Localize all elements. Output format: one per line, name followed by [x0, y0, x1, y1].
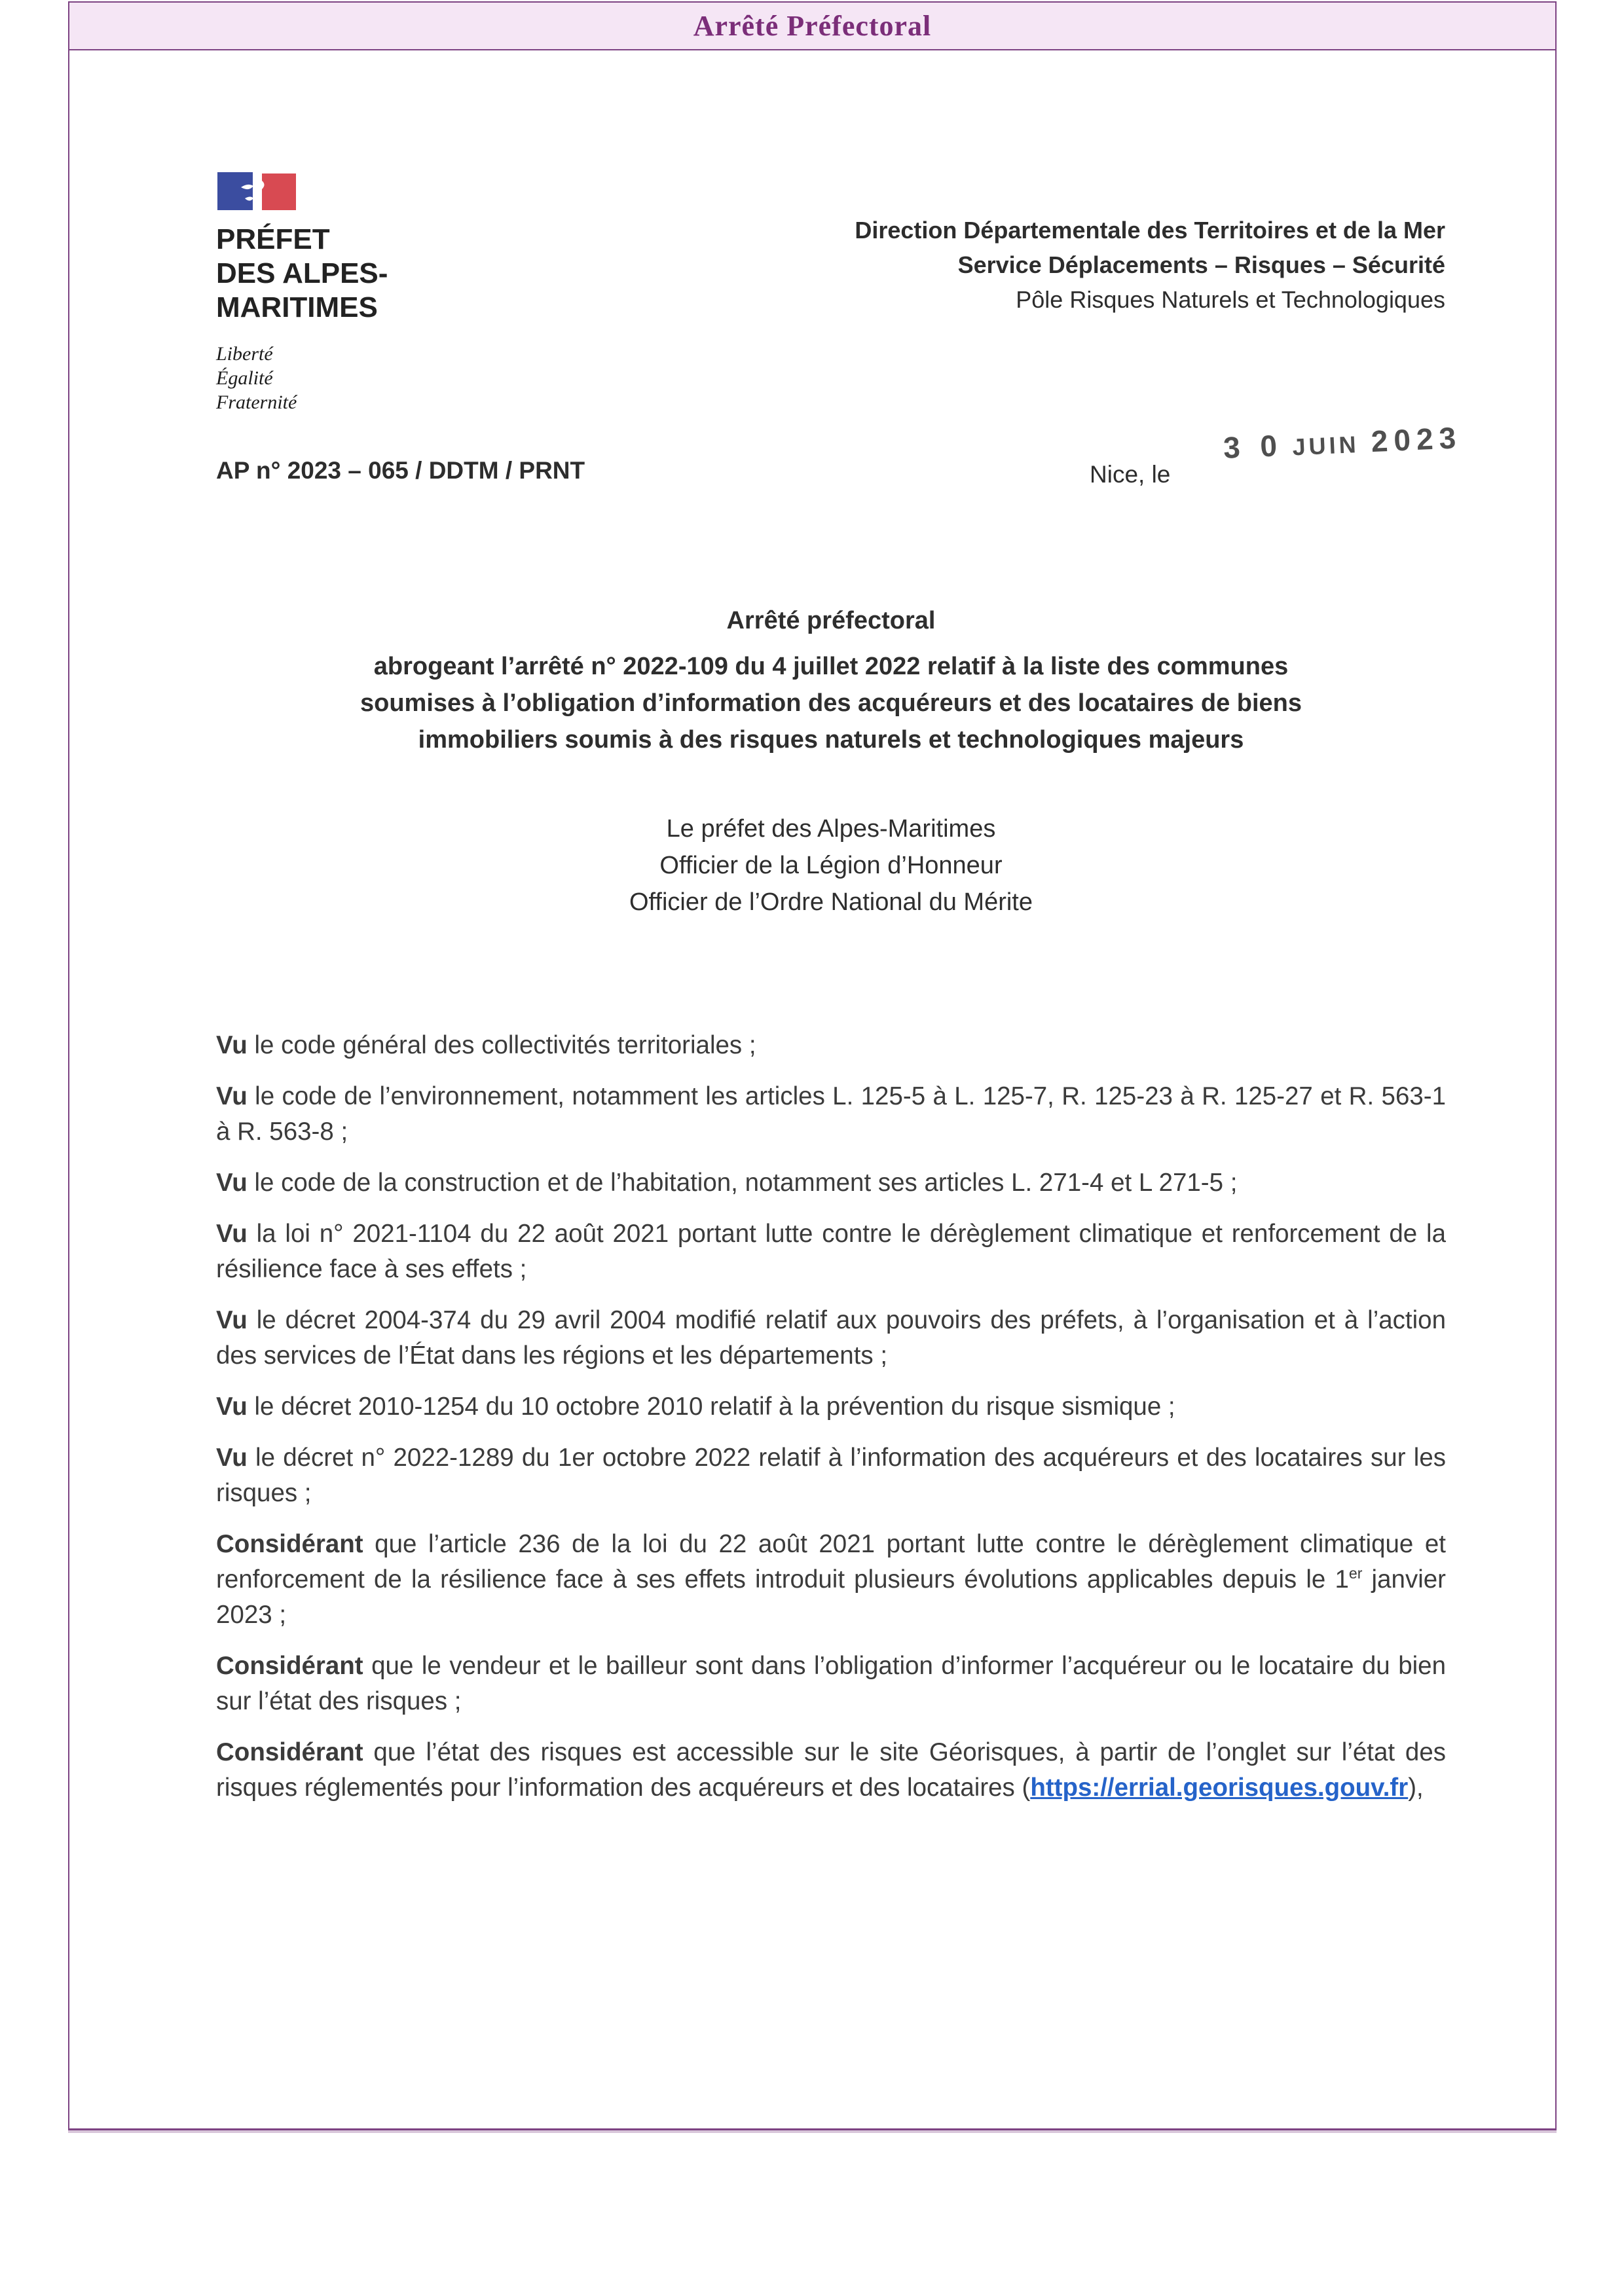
prefet-title-line: PRÉFET: [216, 223, 330, 255]
prefet-title-line: DES ALPES-: [216, 257, 388, 289]
prefet-title: [216, 223, 388, 325]
superscript: er: [1348, 1565, 1363, 1582]
body-paragraph: [216, 1165, 1446, 1201]
paragraph-text: le décret 2004-374 du 29 avril 2004 modifié relatif aux pouvoirs des préfets, à l’organisation et à l’action des services de l’État dans les régions et les départements ;: [216, 1306, 1446, 1370]
decree-title: [216, 602, 1446, 758]
republic-motto: [216, 342, 388, 414]
paragraph-text: la loi n° 2021-1104 du 22 août 2021 portant lutte contre le dérèglement climatique et renforcement de la résilience face à ses effets ;: [216, 1220, 1446, 1283]
body-paragraph: [216, 1303, 1446, 1374]
body-paragraph: [216, 1649, 1446, 1719]
decree-title-line: abrogeant l’arrêté n° 2022-109 du 4 juillet 2022 relatif à la liste des communes: [373, 653, 1289, 680]
document-frame: [68, 1, 1557, 2130]
georisques-link[interactable]: https://errial.georisques.gouv.fr: [1030, 1774, 1409, 1802]
authority-line: Le préfet des Alpes-Maritimes: [666, 815, 996, 843]
paragraph-lead: Considérant: [216, 1652, 363, 1680]
stamp-year: 2023: [1370, 420, 1463, 459]
service-header: [855, 213, 1445, 317]
decree-body: [216, 1028, 1446, 1821]
paragraph-text: le décret 2010-1254 du 10 octobre 2010 relatif à la prévention du risque sismique ;: [247, 1393, 1175, 1421]
paragraph-text: ),: [1408, 1774, 1424, 1802]
decree-title-line: Arrêté préfectoral: [726, 607, 936, 634]
body-paragraph: [216, 1028, 1446, 1063]
motto-line: Égalité: [216, 367, 273, 389]
paragraph-text: le code de la construction et de l’habitation, notamment ses articles L. 271-4 et L 271-5 ;: [247, 1169, 1238, 1197]
paragraph-lead: Vu: [216, 1082, 248, 1110]
paragraph-lead: Vu: [216, 1393, 248, 1421]
banner: [69, 3, 1555, 50]
authority-line: Officier de l’Ordre National du Mérite: [629, 888, 1033, 916]
authority-block: [216, 811, 1446, 920]
ap-reference: AP n° 2023 – 065 / DDTM / PRNT: [216, 457, 585, 484]
body-paragraph: [216, 1735, 1446, 1806]
body-paragraph: [216, 1079, 1446, 1150]
paragraph-lead: Considérant: [216, 1530, 363, 1558]
motto-line: Liberté: [216, 343, 273, 365]
paragraph-text: le code général des collectivités territoriales ;: [247, 1031, 756, 1059]
banner-title: Arrêté Préfectoral: [693, 10, 932, 42]
paragraph-text: janvier 2023 ;: [216, 1565, 1446, 1629]
paragraph-text: que l’état des risques est accessible sur le site Géorisques, à partir de l’onglet sur l’état des risques réglementés pour l’information des acquéreurs et des locataires (: [216, 1738, 1446, 1802]
motto-line: Fraternité: [216, 392, 297, 413]
body-paragraph: [216, 1527, 1446, 1633]
stamp-day: 3 0: [1223, 428, 1284, 465]
paragraph-lead: Considérant: [216, 1738, 363, 1766]
stamp-month: JUIN: [1291, 430, 1360, 461]
prefecture-logo: [216, 170, 388, 414]
decree-title-line: immobiliers soumis à des risques naturels et technologiques majeurs: [418, 726, 1244, 754]
paragraph-lead: Vu: [216, 1169, 248, 1197]
authority-line: Officier de la Légion d’Honneur: [659, 852, 1003, 879]
paragraph-lead: Vu: [216, 1306, 248, 1334]
paragraph-text: le décret n° 2022-1289 du 1er octobre 2022 relatif à l’information des acquéreurs et des locataires sur les risques ;: [216, 1444, 1446, 1507]
date-stamp: [1223, 420, 1462, 465]
paragraph-lead: Vu: [216, 1444, 248, 1472]
body-paragraph: [216, 1440, 1446, 1511]
place-date-label: Nice, le: [1090, 461, 1171, 488]
body-paragraph: [216, 1216, 1446, 1287]
paragraph-lead: Vu: [216, 1031, 248, 1059]
prefet-title-line: MARITIMES: [216, 291, 378, 323]
paragraph-lead: Vu: [216, 1220, 248, 1248]
service-line-direction: Direction Départementale des Territoires et de la Mer: [855, 217, 1445, 244]
french-flag-icon: [216, 170, 300, 212]
service-line-service: Service Déplacements – Risques – Sécurité: [957, 251, 1445, 278]
decree-title-line: soumises à l’obligation d’information des acquéreurs et des locataires de biens: [360, 689, 1302, 717]
body-paragraph: [216, 1389, 1446, 1425]
paragraph-text: que l’article 236 de la loi du 22 août 2021 portant lutte contre le dérèglement climatique et renforcement de la résilience face à ses effets introduit plusieurs évolutions applicables depuis le 1: [216, 1530, 1446, 1594]
paragraph-text: que le vendeur et le bailleur sont dans l’obligation d’informer l’acquéreur ou le locataire du bien sur l’état des risques ;: [216, 1652, 1446, 1715]
service-line-pole: Pôle Risques Naturels et Technologiques: [1016, 286, 1445, 313]
paragraph-text: le code de l’environnement, notamment les articles L. 125-5 à L. 125-7, R. 125-23 à R. 125-27 et R. 563-1 à R. 563-8 ;: [216, 1082, 1446, 1146]
